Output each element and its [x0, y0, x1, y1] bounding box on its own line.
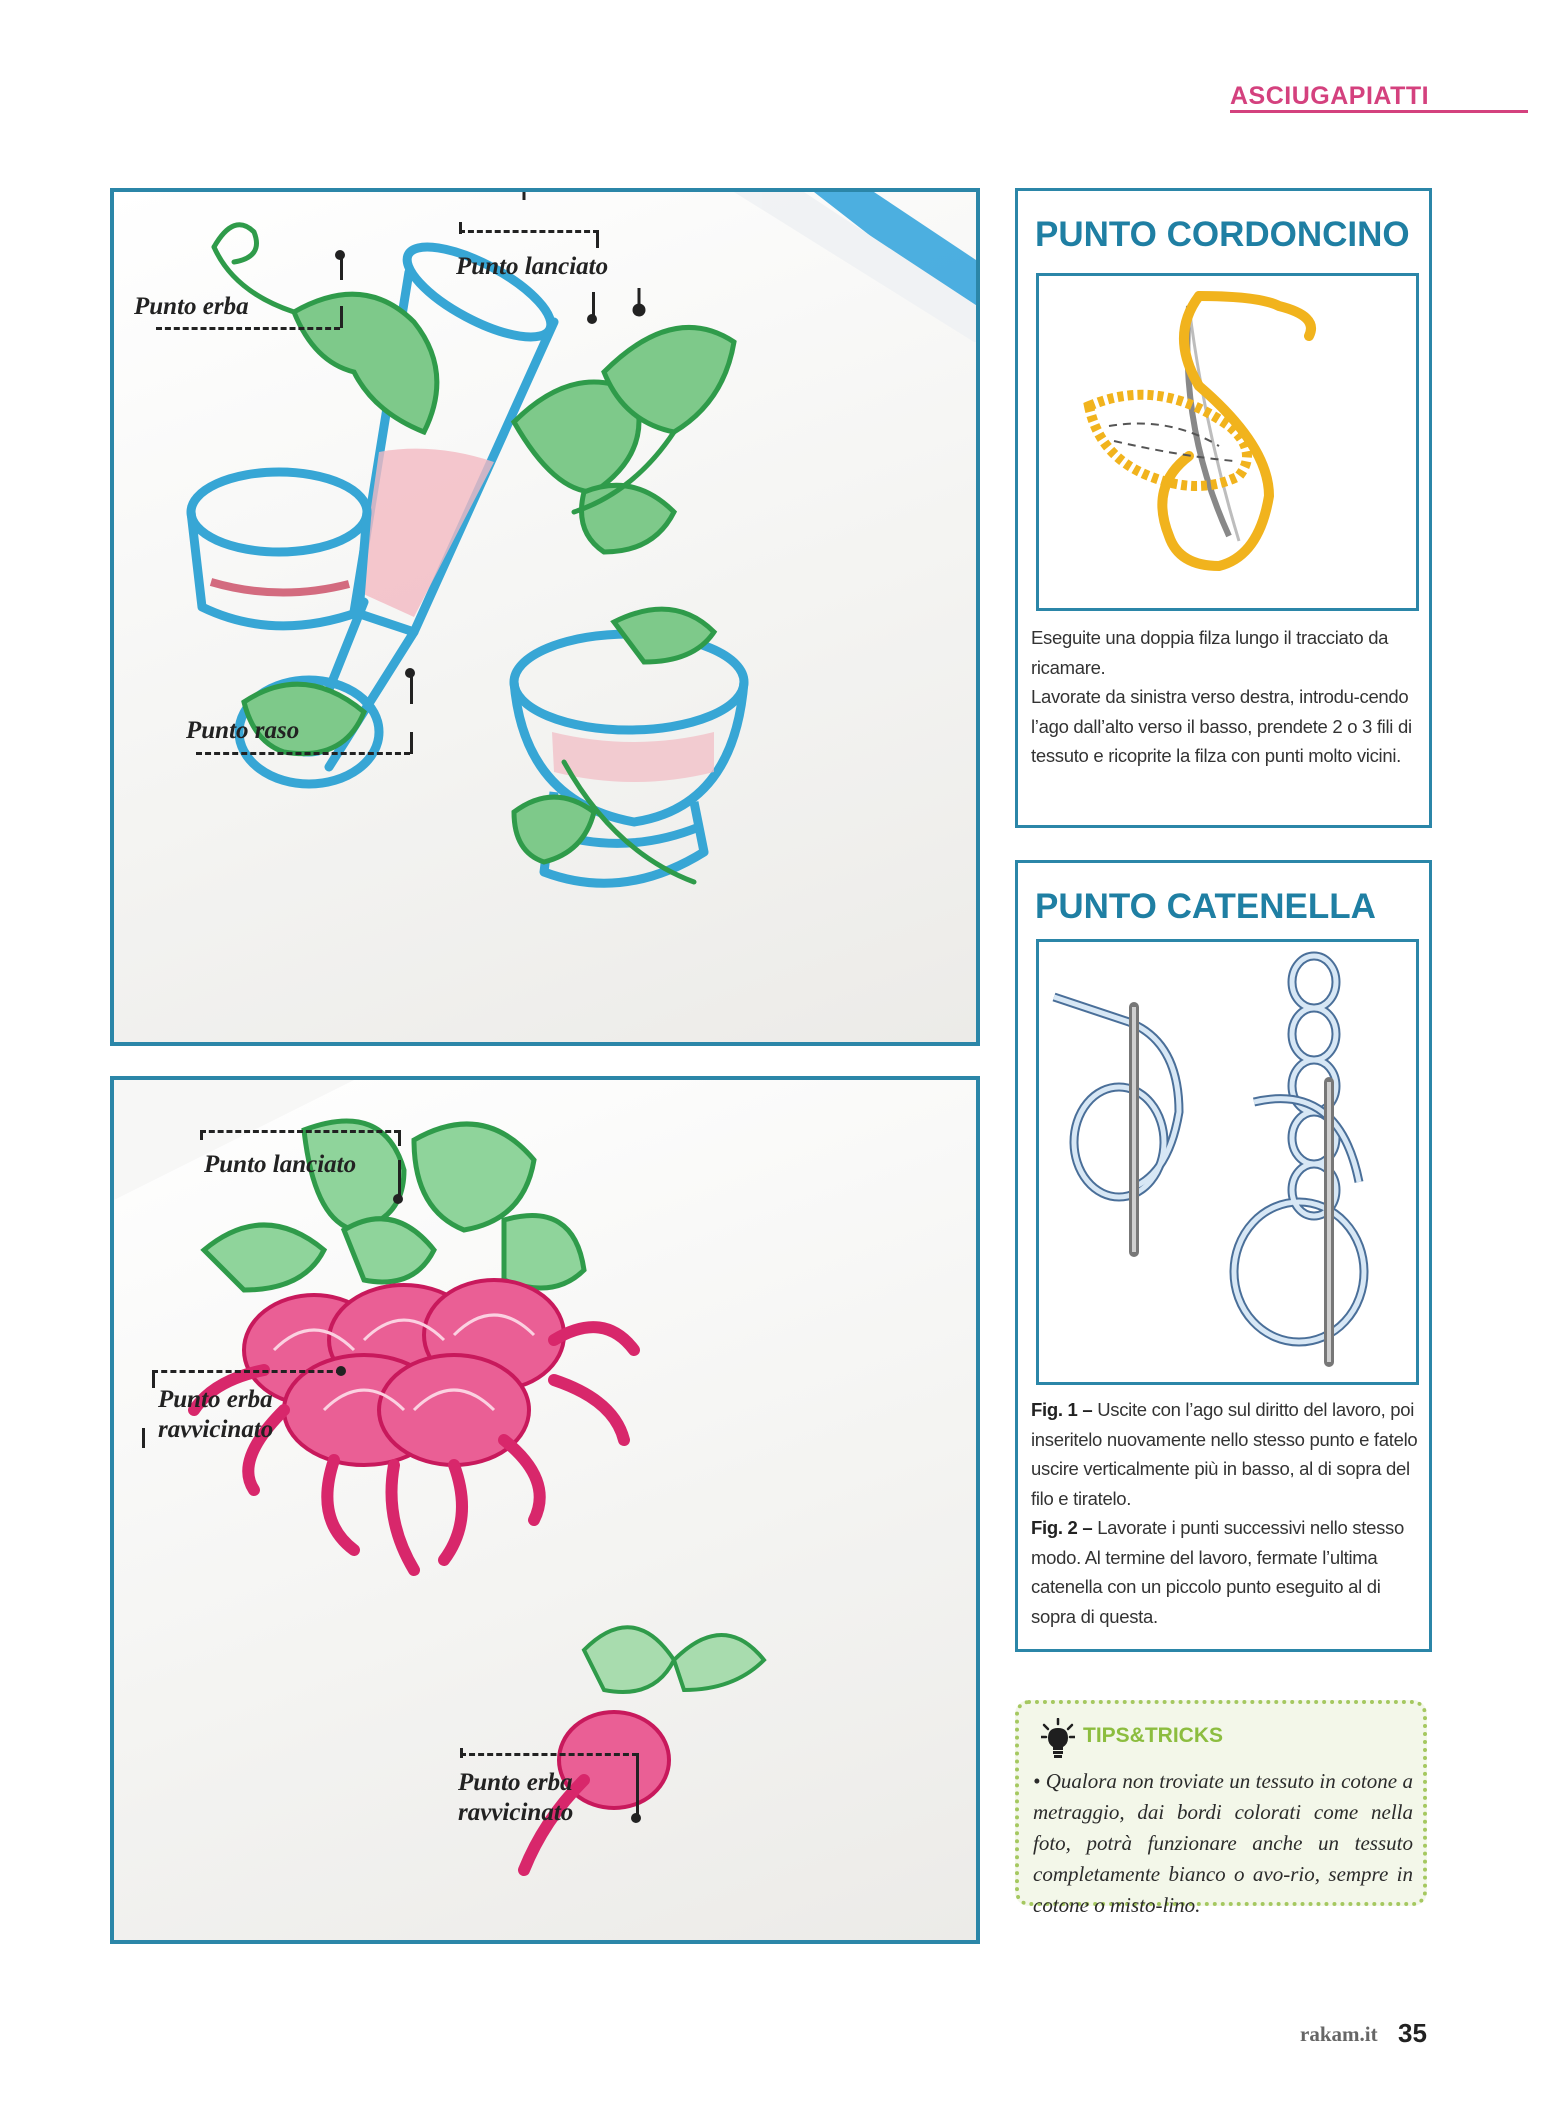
callout-dot [393, 1194, 403, 1204]
callout-dot [587, 314, 597, 324]
callout-punto-raso: Punto raso [186, 717, 300, 744]
callout-dot [336, 1366, 346, 1376]
chain-stitch-illustration [1039, 942, 1416, 1382]
instruction-paragraph: Lavorate da sinistra verso destra, introdu-cendo l’ago dall’alto verso il basso, prendete 2 o 3 fili di tessuto e ricoprite la filza con punti molto vicini. [1031, 686, 1412, 766]
callout-line: ravvicinato [158, 1416, 274, 1443]
stitch-instructions [1031, 623, 1423, 771]
callout-line: Punto erba [458, 1769, 573, 1796]
callout-line: ravvicinato [458, 1799, 574, 1826]
callout-bracket [398, 1130, 401, 1146]
callout-bracket [156, 327, 340, 330]
stitch-box-catenella [1015, 860, 1432, 1652]
callout-punto-erba: Punto erba [134, 293, 249, 320]
catenella-diagram [1036, 939, 1419, 1385]
callout-punto-lanciato: Punto lanciato [204, 1151, 357, 1178]
photo-glasses-embroidery [110, 188, 980, 1046]
callout-punto-erba-ravvicinato [458, 1768, 573, 1828]
callout-bracket [596, 230, 599, 248]
callout-bracket [340, 306, 343, 328]
figure-text: Lavorate i punti successivi nello stesso modo. Al termine del lavoro, fermate l’ultima catenella con un piccolo punto eseguito al di sopra di questa. [1031, 1517, 1404, 1627]
callout-dot [335, 250, 345, 260]
callout-bracket [200, 1130, 400, 1133]
stitch-instructions [1031, 1395, 1423, 1631]
callout-leader [398, 1160, 401, 1198]
instruction-paragraph [1031, 1395, 1423, 1513]
stitch-title: PUNTO CATENELLA [1035, 887, 1376, 926]
callout-bracket [152, 1370, 342, 1373]
callout-dot [631, 1813, 641, 1823]
callout-punto-lanciato: Punto lanciato [456, 253, 609, 280]
cordoncino-diagram [1036, 273, 1419, 611]
figure-label: Fig. 2 – [1031, 1517, 1093, 1538]
callout-leader [410, 674, 413, 704]
tips-text: • Qualora non troviate un tessuto in cotone a metraggio, dai bordi colorati come nella foto, potrà funzionare anche un tessuto completamente bianco o avo-rio, sempre in cotone o misto-lino. [1033, 1769, 1413, 1917]
lightbulb-icon [1041, 1718, 1075, 1758]
tips-box [1015, 1700, 1427, 1917]
stitch-title: PUNTO CORDONCINO [1035, 215, 1410, 254]
tips-title: TIPS&TRICKS [1083, 1724, 1224, 1747]
page-number: 35 [1398, 2018, 1427, 2048]
callout-leader [636, 1753, 639, 1817]
callout-bracket [410, 732, 413, 754]
instruction-paragraph [1031, 1513, 1423, 1631]
figure-label: Fig. 1 – [1031, 1399, 1093, 1420]
callout-dot [405, 668, 415, 678]
stitch-box-cordoncino [1015, 188, 1432, 828]
figure-text: Uscite con l’ago sul diritto del lavoro, poi inseritelo nuovamente nello stesso punto e fatelo uscire verticalmente più in basso, al di sopra del filo e tiratelo. [1031, 1399, 1418, 1509]
footer-site: rakam.it [1300, 2022, 1378, 2046]
callout-bracket [142, 1428, 145, 1448]
callout-punto-erba-ravvicinato [158, 1385, 273, 1445]
callout-bracket [460, 1753, 638, 1756]
needle-thread-illustration [1039, 276, 1416, 608]
section-label: ASCIUGAPIATTI [1230, 82, 1430, 110]
callout-line: Punto erba [158, 1386, 273, 1413]
instruction-paragraph: Eseguite una doppia filza lungo il tracciato da ricamare. [1031, 627, 1389, 678]
callout-bracket [459, 222, 462, 234]
callout-bracket [196, 752, 410, 755]
callout-bracket [459, 230, 599, 233]
photo-radish-embroidery [110, 1076, 980, 1944]
section-rule [1230, 110, 1528, 113]
